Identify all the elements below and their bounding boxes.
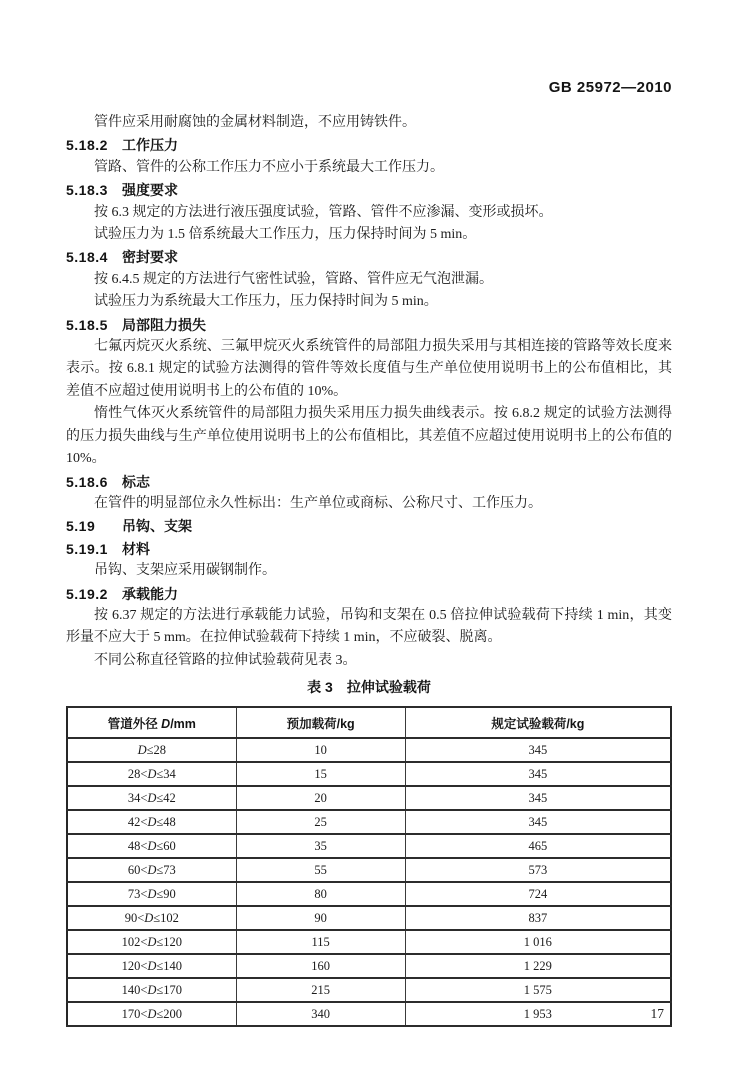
test-load-cell: 345 (405, 762, 671, 786)
standard-code-header: GB 25972—2010 (548, 79, 672, 96)
table-row (67, 978, 671, 1002)
test-load-cell: 345 (405, 786, 671, 810)
table-row (67, 1002, 671, 1026)
section-number: 5.18.6 (66, 473, 108, 490)
table-row (67, 834, 671, 858)
table-row (67, 762, 671, 786)
table-caption-title: 拉伸试验载荷 (346, 679, 431, 696)
preload-cell: 10 (236, 738, 405, 762)
table-body (67, 738, 671, 1026)
section-title: 材料 (122, 540, 150, 557)
table-caption (66, 677, 672, 697)
pipe-diameter-cell: 140<D≤170 (67, 978, 236, 1002)
pipe-diameter-cell: 42<D≤48 (67, 810, 236, 834)
table-column-header: 规定试验载荷/kg (405, 707, 671, 738)
section-title: 局部阻力损失 (122, 316, 206, 333)
section-heading-5-18-4 (66, 246, 672, 268)
paragraph: 按 6.37 规定的方法进行承载能力试验，吊钩和支架在 0.5 倍拉伸试验载荷下持续 1 min，其变形量不应大于 5 mm。在拉伸试验载荷下持续 1 min，不应破裂、脱离。 (66, 607, 672, 646)
pipe-diameter-cell: 73<D≤90 (67, 882, 236, 906)
preload-cell: 215 (236, 978, 405, 1002)
pipe-diameter-cell: 120<D≤140 (67, 954, 236, 978)
test-load-cell: 1 575 (405, 978, 671, 1002)
preload-cell: 15 (236, 762, 405, 786)
pipe-diameter-cell: 48<D≤60 (67, 834, 236, 858)
paragraph: 试验压力为系统最大工作压力，压力保持时间为 5 min。 (94, 294, 438, 310)
section-number: 5.18.4 (66, 249, 108, 266)
section-number: 5.18.3 (66, 182, 108, 199)
section-heading-5-18-5 (66, 314, 672, 336)
section-title: 强度要求 (122, 182, 178, 199)
section-number: 5.19.2 (66, 585, 108, 602)
table-row (67, 882, 671, 906)
pipe-diameter-cell: 28<D≤34 (67, 762, 236, 786)
paragraph: 试验压力为 1.5 倍系统最大工作压力，压力保持时间为 5 min。 (94, 227, 477, 243)
section-heading-5-19-2 (66, 583, 672, 605)
paragraph: 管件应采用耐腐蚀的金属材料制造，不应用铸铁件。 (94, 115, 416, 130)
paragraph: 在管件的明显部位永久性标出：生产单位或商标、公称尺寸、工作压力。 (94, 495, 542, 511)
test-load-cell: 573 (405, 858, 671, 882)
test-load-cell: 1 953 (405, 1002, 671, 1026)
paragraph: 七氟丙烷灭火系统、三氟甲烷灭火系统管件的局部阻力损失采用与其相连接的管路等效长度来表示。按 6.8.1 规定的试验方法测得的管件等效长度值与生产单位使用说明书上的公布值相比，其差值不应超过使用说明书上的公布值的 10%。 (66, 339, 672, 399)
preload-cell: 20 (236, 786, 405, 810)
preload-cell: 340 (236, 1002, 405, 1026)
table-header-row (67, 707, 671, 738)
table-row (67, 954, 671, 978)
pipe-diameter-cell: 90<D≤102 (67, 906, 236, 930)
preload-cell: 35 (236, 834, 405, 858)
test-load-cell: 724 (405, 882, 671, 906)
test-load-cell: 1 016 (405, 930, 671, 954)
section-title: 密封要求 (122, 249, 178, 266)
test-load-cell: 1 229 (405, 954, 671, 978)
pipe-diameter-cell: 34<D≤42 (67, 786, 236, 810)
tensile-test-load-table (66, 706, 672, 1027)
section-title: 标志 (122, 473, 150, 490)
pipe-diameter-cell: 102<D≤120 (67, 930, 236, 954)
table-row (67, 786, 671, 810)
preload-cell: 160 (236, 954, 405, 978)
preload-cell: 90 (236, 906, 405, 930)
section-heading-5-18-6 (66, 471, 672, 493)
paragraph: 按 6.4.5 规定的方法进行气密性试验，管路、管件应无气泡泄漏。 (94, 271, 493, 287)
page-number: 17 (650, 1006, 664, 1021)
paragraph: 惰性气体灭火系统管件的局部阻力损失采用压力损失曲线表示。按 6.8.2 规定的试验方法测得的压力损失曲线与生产单位使用说明书上的公布值相比，其差值不应超过使用说明书上的公布值的 10%。 (66, 406, 672, 467)
paragraph: 不同公称直径管路的拉伸试验载荷见表 3。 (94, 652, 357, 668)
paragraph: 管路、管件的公称工作压力不应小于系统最大工作压力。 (94, 159, 444, 175)
test-load-cell: 837 (405, 906, 671, 930)
section-heading-5-19-1 (66, 538, 672, 560)
paragraph: 按 6.3 规定的方法进行液压强度试验，管路、管件不应渗漏、变形或损坏。 (94, 204, 553, 220)
preload-cell: 55 (236, 858, 405, 882)
table-row (67, 906, 671, 930)
table-caption-label: 表 3 (307, 679, 333, 696)
section-heading-5-19 (66, 515, 672, 537)
table-row (67, 810, 671, 834)
section-heading-5-18-2 (66, 134, 672, 156)
test-load-cell: 465 (405, 834, 671, 858)
table-row (67, 738, 671, 762)
preload-cell: 25 (236, 810, 405, 834)
section-title: 工作压力 (122, 137, 178, 154)
section-number: 5.18.2 (66, 137, 108, 154)
table-row (67, 930, 671, 954)
paragraph: 吊钩、支架应采用碳钢制作。 (94, 563, 276, 579)
table-column-header: 预加载荷/kg (236, 707, 405, 738)
section-title: 吊钩、支架 (122, 518, 192, 535)
table-column-header: 管道外径 D/mm (67, 707, 236, 738)
test-load-cell: 345 (405, 810, 671, 834)
section-number: 5.18.5 (66, 316, 108, 333)
preload-cell: 115 (236, 930, 405, 954)
test-load-cell: 345 (405, 738, 671, 762)
section-title: 承载能力 (122, 585, 178, 602)
table-row (67, 858, 671, 882)
pipe-diameter-cell: D≤28 (67, 738, 236, 762)
pipe-diameter-cell: 170<D≤200 (67, 1002, 236, 1026)
section-number: 5.19 (66, 518, 96, 535)
preload-cell: 80 (236, 882, 405, 906)
section-number: 5.19.1 (66, 540, 108, 557)
pipe-diameter-cell: 60<D≤73 (67, 858, 236, 882)
section-heading-5-18-3 (66, 179, 672, 201)
